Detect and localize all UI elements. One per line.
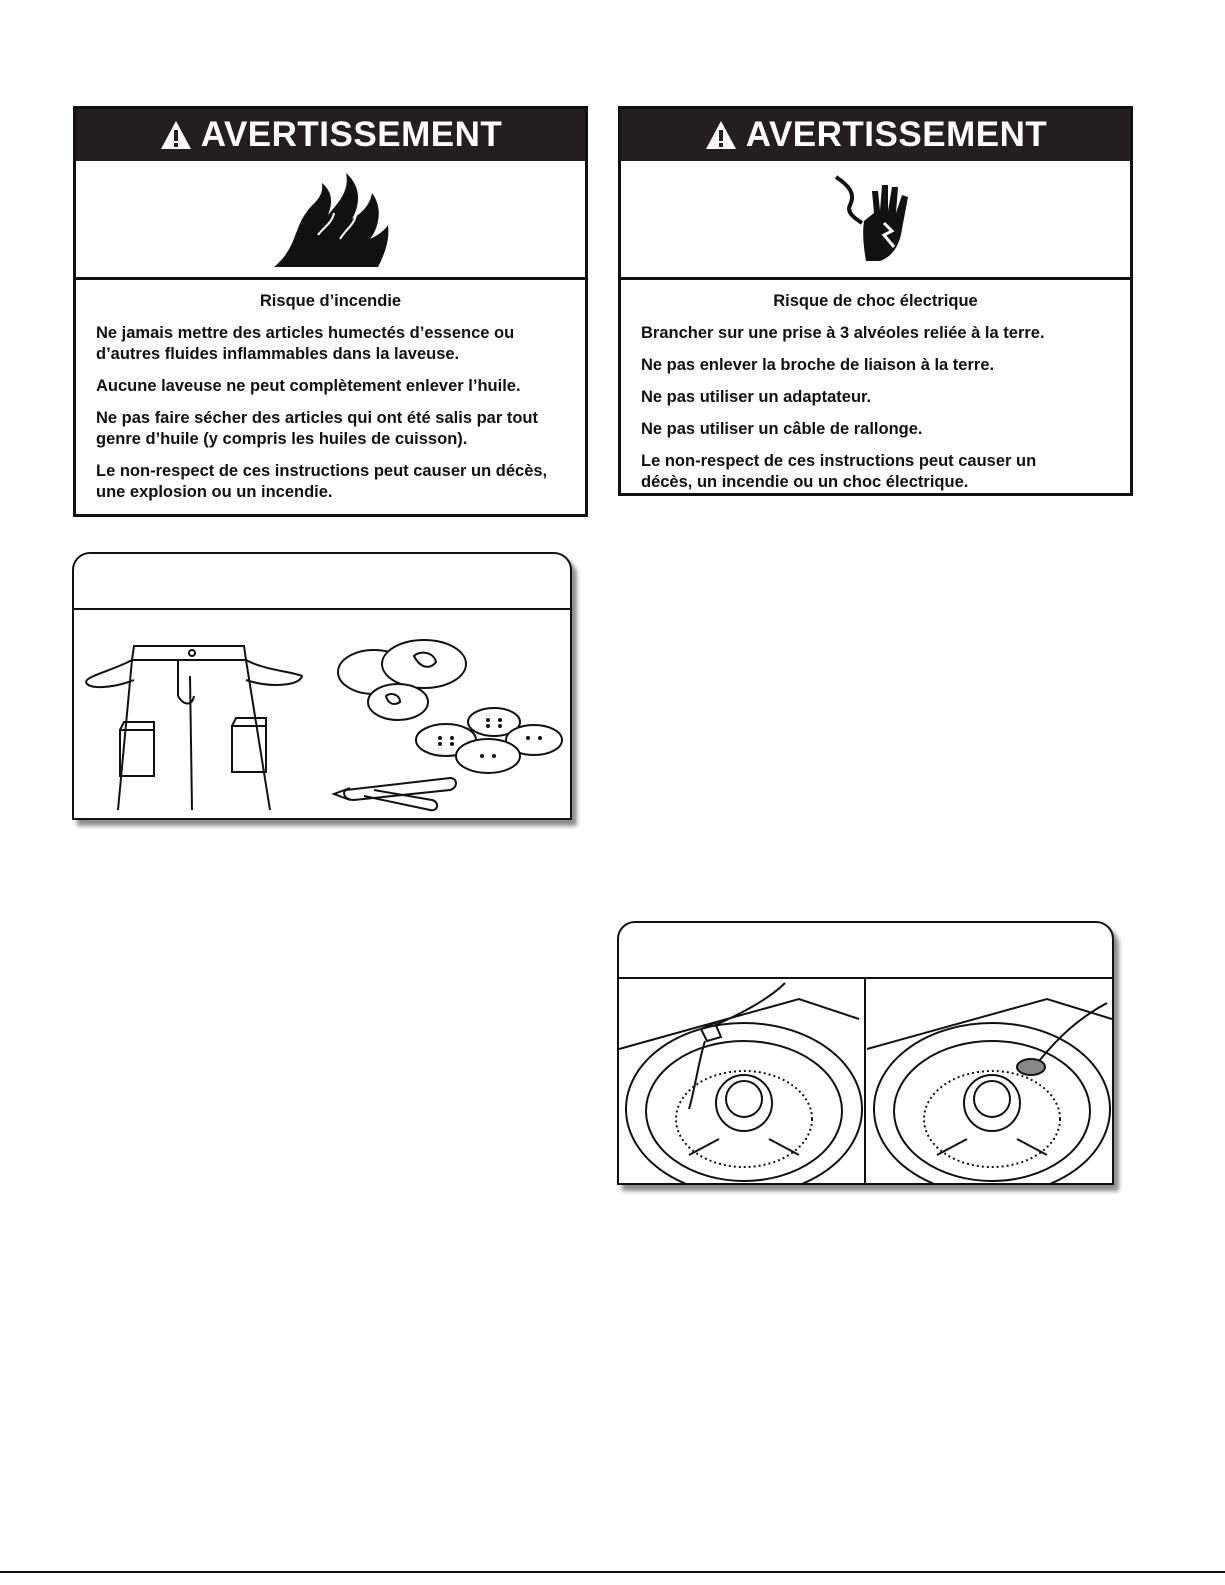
warning-header-text: AVERTISSEMENT [745, 115, 1048, 154]
safety-pins-icon [334, 778, 456, 810]
washer-wipe-icon [867, 999, 1112, 1185]
washer-illustration-box [617, 921, 1114, 1185]
warning-header-text: AVERTISSEMENT [200, 115, 503, 154]
page-bottom-rule [0, 1571, 1225, 1573]
shock-icon-area [621, 161, 1130, 280]
warning-line: Aucune laveuse ne peut complètement enlever l’huile. [96, 377, 521, 395]
warning-header [76, 109, 585, 161]
buttons-icon [416, 708, 562, 773]
shock-warning-box [618, 106, 1133, 496]
pockets-illustration-box [72, 552, 572, 820]
fire-icon [266, 169, 396, 269]
pockets-illustration [74, 610, 570, 820]
electric-shock-hand-icon [826, 169, 926, 269]
warning-line: Ne jamais mettre des articles humectés d’essence ou d’autres fluides inflammables dans la laveuse. [96, 324, 515, 363]
pants-icon [86, 646, 302, 810]
warning-triangle-icon [159, 119, 193, 151]
warning-line: Ne pas faire sécher des articles qui ont été salis par tout genre d’huile (y compris les huiles de cuisson). [96, 409, 538, 448]
warning-title: Risque de choc électrique [773, 292, 978, 310]
warning-line: Le non-respect de ces instructions peut causer un décès, un incendie ou un choc électrique. [641, 452, 1037, 491]
warning-line: Le non-respect de ces instructions peut causer un décès, une explosion ou un incendie. [96, 462, 548, 501]
fire-warning-box [73, 106, 588, 517]
washer-pour-icon [619, 983, 862, 1185]
illustration-header [74, 554, 570, 610]
warning-header [621, 109, 1130, 161]
fire-icon-area [76, 161, 585, 280]
warning-triangle-icon [704, 119, 738, 151]
coins-icon [338, 640, 466, 720]
warning-line: Brancher sur une prise à 3 alvéoles reliée à la terre. [641, 324, 1045, 342]
washer-illustration [619, 979, 1112, 1185]
warning-title: Risque d’incendie [259, 292, 402, 310]
warning-line: Ne pas enlever la broche de liaison à la terre. [641, 356, 995, 374]
illustration-header [619, 923, 1112, 979]
warning-line: Ne pas utiliser un adaptateur. [641, 388, 872, 406]
warning-line: Ne pas utiliser un câble de rallonge. [641, 420, 923, 438]
